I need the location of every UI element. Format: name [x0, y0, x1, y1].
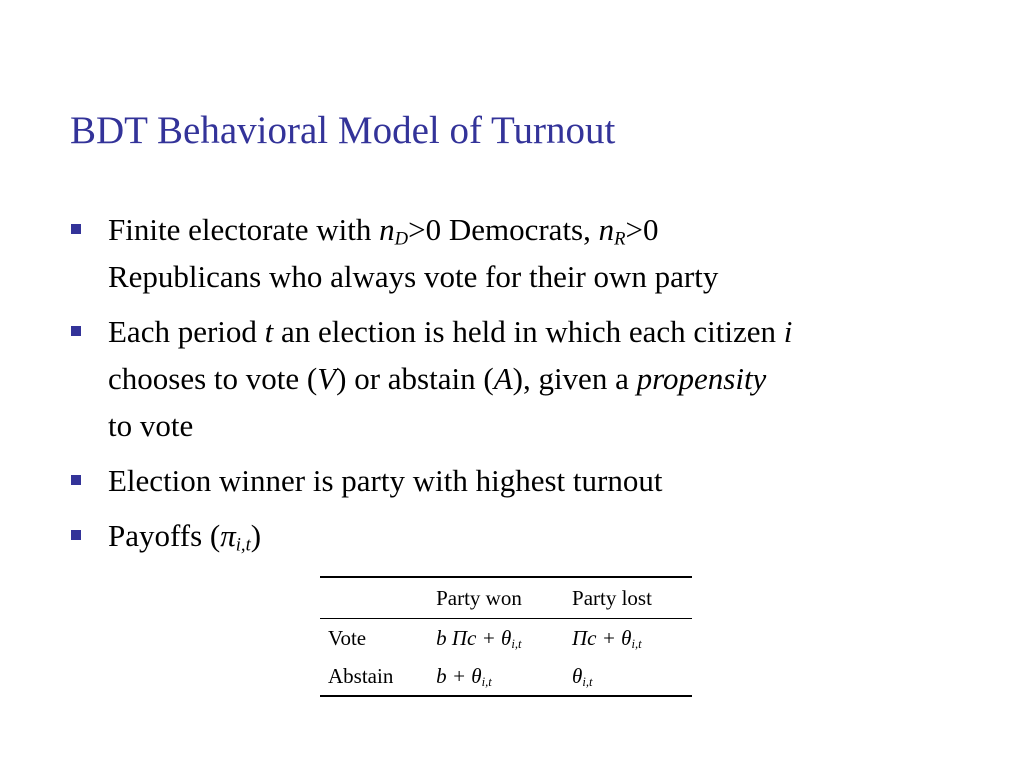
bullet-line [108, 308, 1000, 355]
table-header-cell: Party won [436, 585, 522, 610]
bullet-text: ), given a [512, 361, 637, 396]
variable-n: n [379, 212, 395, 247]
variable-a: A [493, 361, 513, 396]
bullet-line [108, 355, 1000, 402]
bullet-item [70, 457, 1000, 504]
table-header-cell: Party lost [572, 585, 652, 610]
row-label: Vote [328, 625, 367, 650]
slide-title: BDT Behavioral Model of Turnout [70, 109, 616, 152]
table-cell [564, 619, 692, 658]
bullet-text: ) or abstain ( [336, 361, 494, 396]
row-label: Abstain [328, 663, 394, 688]
cell-formula: b + θ [436, 663, 482, 688]
bullet-text: chooses to vote ( [108, 361, 318, 396]
bullet-line: to vote [108, 408, 194, 443]
subscript-it: i,t [235, 534, 251, 556]
variable-v: V [317, 361, 337, 396]
subscript-r: R [614, 228, 626, 250]
bullet-line: Election winner is party with highest turnout [108, 463, 663, 498]
cell-subscript: i,t [481, 674, 492, 689]
cell-subscript: i,t [582, 674, 593, 689]
emphasis-propensity: propensity [636, 361, 767, 396]
square-bullet-icon [71, 326, 81, 336]
square-bullet-icon [71, 224, 81, 234]
table-cell [428, 657, 564, 696]
bullet-item [70, 512, 1000, 559]
subscript-d: D [394, 228, 409, 250]
table-cell [564, 657, 692, 696]
table-cell [428, 619, 564, 658]
bullet-line [108, 512, 1000, 559]
cell-formula: Πc + θ [572, 625, 632, 650]
table-row [320, 657, 692, 696]
cell-subscript: i,t [631, 636, 642, 651]
bullet-text: an election is held in which each citizen [273, 314, 784, 349]
table-header-cell [320, 577, 428, 619]
cell-formula: b Πc + θ [436, 625, 512, 650]
bullet-list [70, 206, 1000, 567]
bullet-text: Payoffs ( [108, 518, 221, 553]
square-bullet-icon [71, 475, 81, 485]
cell-subscript: i,t [511, 636, 522, 651]
payoff-table-container [320, 576, 692, 697]
variable-n: n [598, 212, 615, 247]
table-row [320, 619, 692, 658]
table-header-row [320, 577, 692, 619]
bullet-text: ) [250, 518, 262, 553]
bullet-item [70, 206, 1000, 300]
cell-formula: θ [572, 663, 583, 688]
variable-t: t [264, 314, 274, 349]
square-bullet-icon [71, 530, 81, 540]
bullet-line: Republicans who always vote for their own party [108, 259, 719, 294]
symbol-pi: π [220, 518, 236, 553]
bullet-text: >0 [625, 212, 659, 247]
bullet-text: Finite electorate with [108, 212, 380, 247]
bullet-text: Each period [108, 314, 265, 349]
bullet-line [108, 206, 1000, 253]
bullet-text: >0 Democrats, [408, 212, 599, 247]
bullet-item [70, 308, 1000, 449]
variable-i: i [783, 314, 793, 349]
payoff-table [320, 576, 692, 697]
